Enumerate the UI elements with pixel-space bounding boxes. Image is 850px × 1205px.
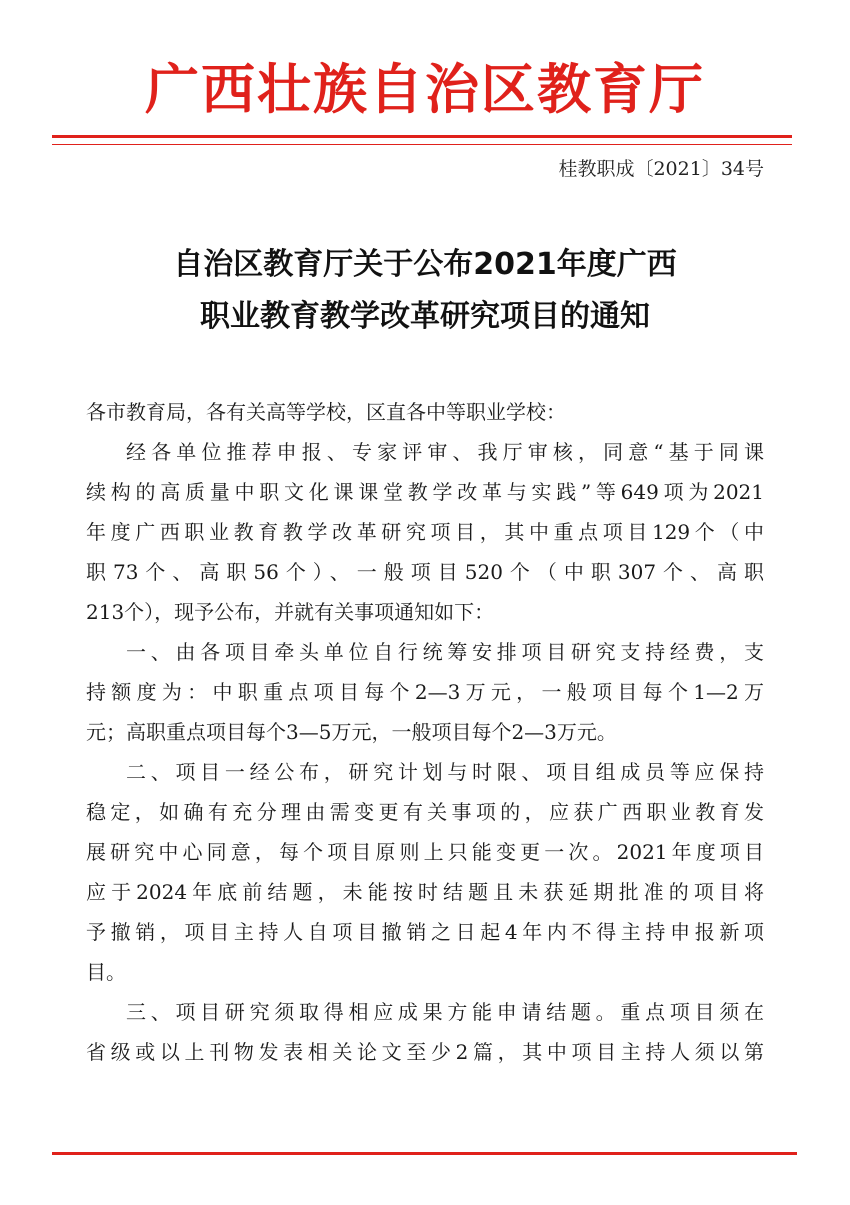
agency-masthead: 广西壮族自治区教育厅 xyxy=(145,57,705,121)
body-line: 一、由各项目牵头单位自行统筹安排项目研究支持经费，支 xyxy=(126,640,764,664)
body-line: 应于2024年底前结题，未能按时结题且未获延期批准的项目将 xyxy=(86,880,764,904)
body-line: 三、项目研究须取得相应成果方能申请结题。重点项目须在 xyxy=(126,1000,764,1024)
body-line: 省级或以上刊物发表相关论文至少2篇，其中项目主持人须以第 xyxy=(86,1040,764,1064)
body-line: 续构的高质量中职文化课课堂教学改革与实践”等649项为2021 xyxy=(86,480,764,504)
body-line: 职73个、高职56个）、一般项目520个（中职307个、高职 xyxy=(86,560,764,584)
body-line: 展研究中心同意，每个项目原则上只能变更一次。2021年度项目 xyxy=(86,840,764,864)
document-title-line-1: 自治区教育厅关于公布2021年度广西 xyxy=(173,247,677,282)
document-number: 桂教职成〔2021〕34号 xyxy=(558,158,764,180)
body-line: 元；高职重点项目每个3—5万元，一般项目每个2—3万元。 xyxy=(86,720,617,744)
salutation: 各市教育局，各有关高等学校，区直各中等职业学校： xyxy=(86,400,566,424)
footer-divider xyxy=(52,1152,797,1155)
body-line: 稳定，如确有充分理由需变更有关事项的，应获广西职业教育发 xyxy=(86,800,764,824)
body-line: 213个），现予公布，并就有关事项通知如下： xyxy=(86,600,495,624)
body-line: 予撤销，项目主持人自项目撤销之日起4年内不得主持申报新项 xyxy=(86,920,764,944)
document-title-line-2: 职业教育教学改革研究项目的通知 xyxy=(200,299,650,334)
document-body xyxy=(86,392,764,1072)
body-line: 目。 xyxy=(86,960,126,984)
body-line: 年度广西职业教育教学改革研究项目，其中重点项目129个（中 xyxy=(86,520,764,544)
body-line: 经各单位推荐申报、专家评审、我厅审核，同意“基于同课 xyxy=(126,440,764,464)
body-line: 持额度为：中职重点项目每个2—3万元，一般项目每个1—2万 xyxy=(86,680,764,704)
body-line: 二、项目一经公布，研究计划与时限、项目组成员等应保持 xyxy=(126,760,764,784)
masthead-divider xyxy=(52,135,792,145)
